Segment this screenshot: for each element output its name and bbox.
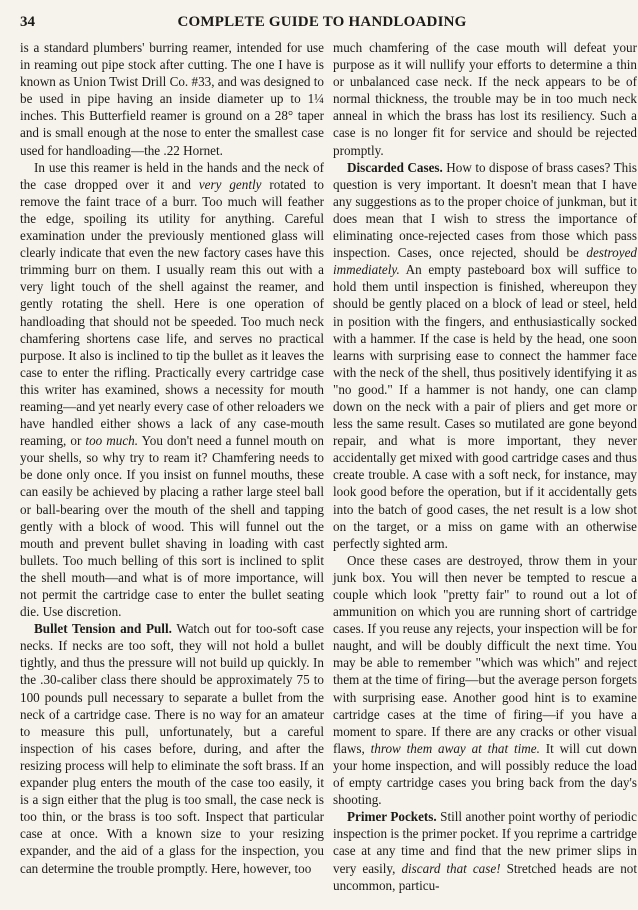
paragraph [20,620,324,876]
text-run: An empty pasteboard box will suffice to hold them until inspection is finished, whereupon they should be gently placed on a block of lead or steel, held in position with the fingers, and enthusiastically socked with a hammer. If the case is held by the head, one soon learns with surprising ease to connect the hammer face with the neck of the shell, thus positively identifying it as "no good." If a hammer is not handy, one can clamp down on the neck with a pair of pliers and get more or less the same result. Cases so mutilated are gone beyond repair, and what is more important, they never accidentally get mixed with good cartridge cases and thus create trouble. A case with a soft neck, for instance, may look good before the operation, but if it accidentally gets into the batch of good cases, the net result is a low shot on the target, or a miss on game with an otherwise perfectly sighted arm. [333,262,637,551]
section-heading: Bullet Tension and Pull. [34,621,172,637]
running-title: COMPLETE GUIDE TO HANDLOADING [177,14,467,30]
emphasis: discard that case! [401,860,501,876]
text-run: Once these cases are destroyed, throw them in your junk box. You will then never be tempted to rescue a couple which look "pretty fair" to round out a lot of ammunition on which you are running short of cartridge cases. If you reuse any rejects, your inspection will be for naught, and will be doubly difficult the next time. You may be able to remember "which was which" and reject them at the time of firing—but the average person forgets with surprising ease. Another good hint is to examine cartridge cases at the time of firing—if you have a moment to spare. If there are any cracks or other visual flaws, [333,552,637,756]
page-header [20,14,624,34]
paragraph [333,159,637,552]
paragraph: is a standard plumbers' burring reamer, intended for use in reaming out pipe stock after cutting. The one I have is known as Union Twist Drill Co. #33, and was designed to be used in pipe having an inside diameter up to 1¼ inches. This Butterfield reamer is ground on a 28° taper and is small enough at the nose to enter the smallest case used for handloading—the .22 Hornet. [20,40,324,158]
emphasis: too much. [85,433,139,449]
text-run: Watch out for too-soft case necks. If necks are too soft, they will not hold a bullet tightly, and thus the pressure will not build up quickly. In the .30-caliber class there should be approximately 75 to 100 pounds pull necessary to separate a bullet from the neck of a cartridge case. There is no way for an amateur to measure this pull, unfortunately, but a careful inspection of his cases before, during, and after the resizing process will help to eliminate the soft brass. If an expander plug enters the mouth of the case too easily, it is a sign either that the plug is too small, the case neck is too thin, or the brass is too soft. Inspect that particular case at once. With a known size to your resizing expander, and the aid of a glass for the inspection, you can determine the trouble promptly. Here, however, too [20,621,325,876]
emphasis: throw them away at that time. [370,740,540,756]
paragraph [333,808,637,893]
section-heading: Discarded Cases. [347,159,443,175]
text-run: rotated to remove the faint trace of a burr. Too much will feather the edge, spoiling its utility for anything. Careful examination under the previously mentioned glass will clearly indicate that even the new factory cases have this trimming burr on them. I usually ream this out with a very light touch of the shell against the reamer, and gently rotating the shell. Here is one operation of handloading that should not be speeded. Too much neck chamfering shortens case life, and serves no practical purpose. It also is inclined to tip the bullet as it leaves the case to enter the rifling. Practically every cartridge case this writer has examined, shows a necessity for mouth reaming—and yet nearly every case of other reloaders we have handled either shows a lack of any case-mouth reaming, or [20,176,324,449]
text-run: In use this reamer is held in the hands and the neck of the case dropped over it and [20,159,324,192]
paragraph [333,552,637,808]
paragraph [20,159,324,621]
text-run: You don't need a funnel mouth on your shells, so why try to ream it? Chamfering needs to be done only once. If you insist on funnel mouths, these can easily be achieved by placing a rather large steel ball or ball-bearing over the mouth of the shell and tapping gently with a block of wood. This will funnel out the mouth and prevent bullet shaving in loading with cast bullets. Too much belling of this sort is inclined to split the shell mouth—and what is of more importance, will not permit the cartridge case to enter the bullet seating die. Use discretion. [20,433,324,620]
emphasis: destroyed immediately. [333,245,637,278]
text-run: Still another point worthy of periodic inspection is the primer pocket. If you reprime a cartridge case at any time and find that the new primer slips in very easily, [333,809,638,876]
section-heading: Primer Pockets. [347,809,437,825]
text-run: How to dispose of brass cases? This question is very important. It doesn't mean that I have any suggestions as to the proper choice of junkman, but it does mean that I wish to stress the importance of eliminating once-rejected cases from those which pass inspection. Cases, once rejected, should be [333,159,637,261]
emphasis: very gently [198,176,262,192]
right-column [333,39,637,894]
text-run: It will cut down your home inspection, and will possibly reduce the load of empty cartridge cases you bring back from the day's shooting. [333,740,637,808]
page-number: 34 [20,14,35,30]
left-column [20,39,324,877]
text-run: Stretched heads are not uncommon, particu- [333,860,637,893]
paragraph: much chamfering of the case mouth will defeat your purpose as it will nullify your efforts to determine a thin or unbalanced case neck. If the neck appears to be of normal thickness, the trouble may be in too much neck anneal in which the brass has lost its resiliency. Such a case is no longer fit for service and should be rejected promptly. [333,40,637,158]
